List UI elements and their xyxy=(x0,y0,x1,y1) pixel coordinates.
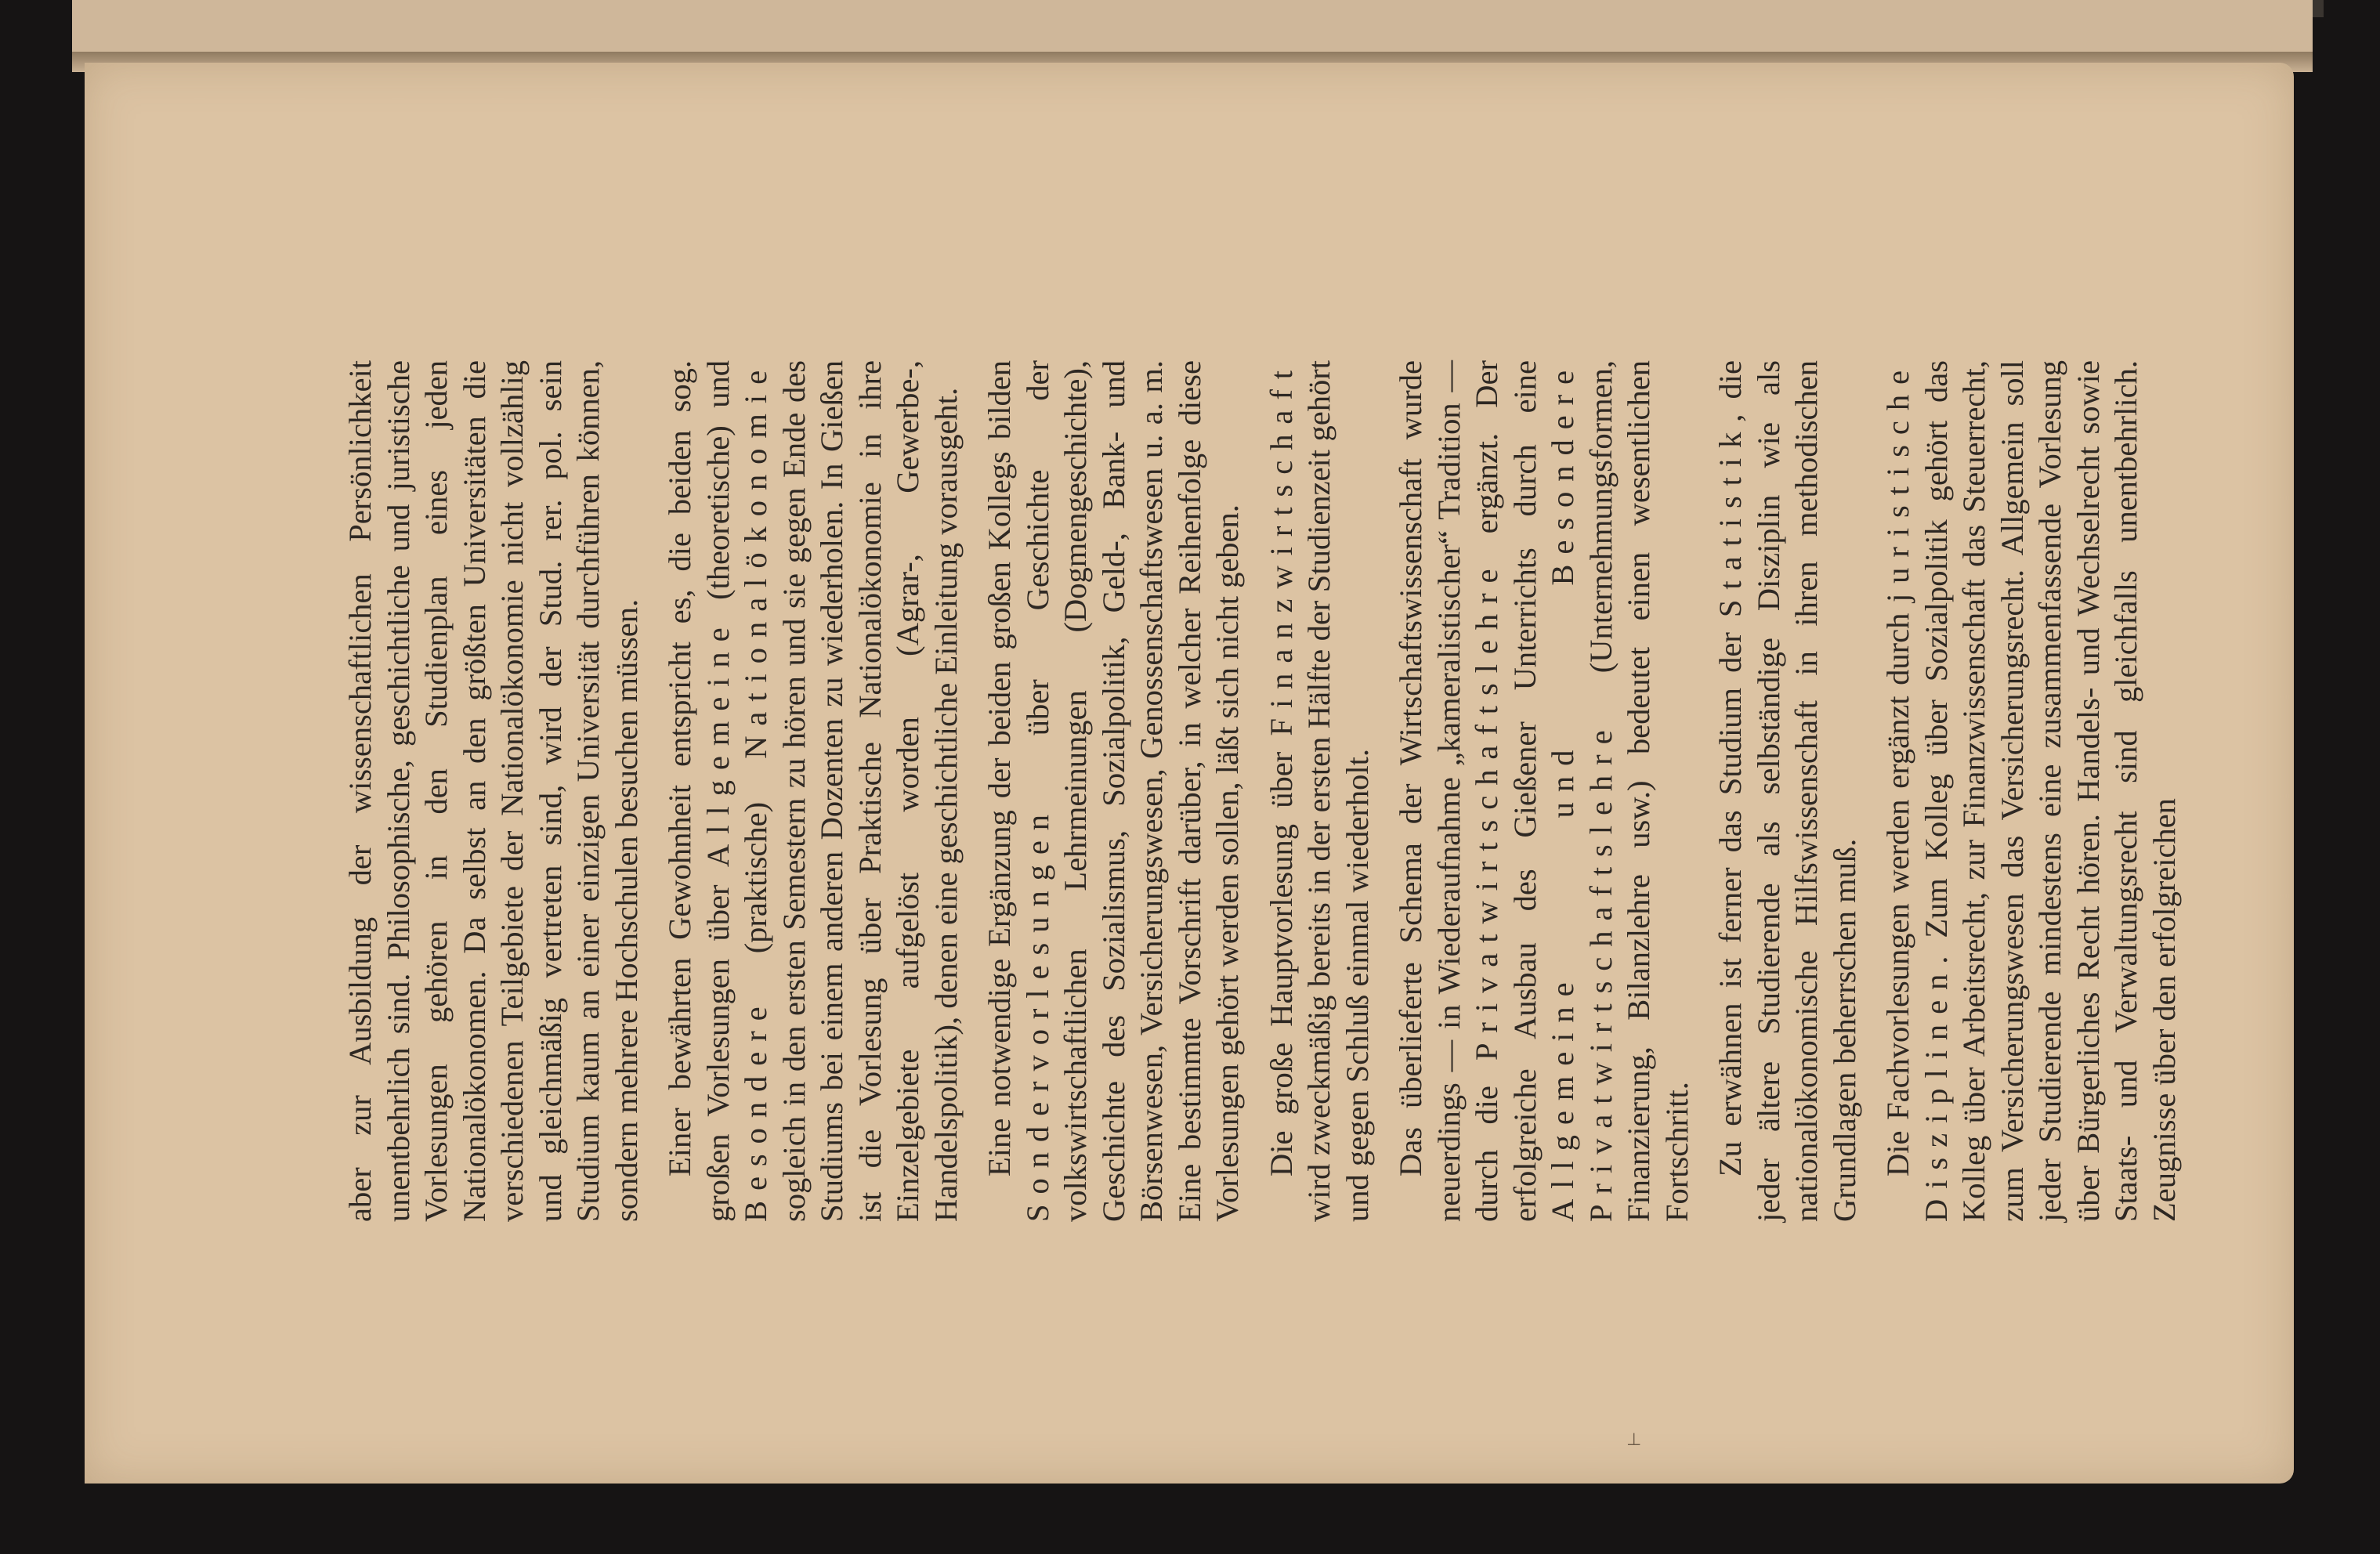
text-run: aber zur Ausbildung der wissenschaftlichen Persönlichkeit unentbehrlich sind. Philosophische, geschichtliche und juristische Vorlesungen gehören in den Studienplan eines jeden Nationalökonomen. Da selbst an den größten Universitäten die verschiedenen Teilgebiete der Nationalökonomie nicht vollzählig und gleichmäßig vertreten sind, wird der Stud. rer. pol. sein Studium kaum an einer einzigen Universität durchführen können, sondern mehrere Hochschulen besuchen müssen. xyxy=(342,360,644,1222)
book-page xyxy=(85,63,2294,1484)
text-run: (praktische) xyxy=(738,758,773,997)
spaced-emphasis: Privatwirtschaftslehre xyxy=(1469,558,1504,1061)
text-run: Die große Hauptvorlesung über xyxy=(1263,735,1299,1176)
paragraph-4 xyxy=(1263,360,1377,1222)
text-run: , die jeder ältere Studierende als selbständige Disziplin wie als nationalökonomische Hilfswissenschaft in ihren methodischen Grundlagen beherrschen muß. xyxy=(1713,360,1862,1222)
text-run: . Zum Kolleg über Sozialpolitik gehört das Kolleg über Arbeitsrecht, zur Finanzwissenschaft das Steuerrecht, zum Versicherungswesen das Versicherungsrecht. Allgemein soll jeder Studierende mindestens eine zusammenfassende Vorlesung über Bürgerliches Recht hören. Handels- und Wechselrecht sowie Staats- und Verwaltungsrecht sind gleichfalls unentbehrlich. Zeugnisse über den erfolgreichen xyxy=(1918,360,2182,1222)
rotated-text-block xyxy=(326,329,2182,1253)
paragraph-3 xyxy=(981,360,1247,1222)
spaced-emphasis: Allgemeine xyxy=(700,617,736,867)
crop-mark: ⊥ xyxy=(1626,1430,1642,1450)
paragraph-6 xyxy=(1712,360,1864,1222)
text-run: Zu erwähnen ist ferner das Studium der xyxy=(1713,617,1748,1176)
spaced-emphasis: Statistik xyxy=(1713,421,1748,618)
text-run: Das überlieferte Schema der Wirtschaftswissenschaft wurde neuerdings — in Wiederaufnahme „kameralistischer“ Tradition — durch die xyxy=(1393,360,1504,1222)
spaced-emphasis: Nationalökonomie xyxy=(738,360,773,759)
paragraph-1 xyxy=(342,360,646,1222)
text-run: Eine notwendige Ergänzung der beiden großen Kollegs bilden xyxy=(982,360,1017,1176)
spaced-emphasis: Sondervorlesungen xyxy=(1019,804,1055,1222)
text-run: wird zweckmäßig bereits in der ersten Hälfte der Studienzeit gehört und gegen Schluß einmal wiederholt. xyxy=(1301,360,1375,1222)
text-run: Die Fachvorlesungen werden ergänzt durch xyxy=(1880,602,1915,1176)
paragraph-5 xyxy=(1392,360,1696,1222)
corner-tab xyxy=(2313,0,2324,17)
text-run: (Unternehmungsformen, Finanzierung, Bilanzlehre usw.) bedeutet einen wesentlichen Fortschritt. xyxy=(1582,360,1695,1222)
spaced-emphasis: Besondere xyxy=(738,996,773,1222)
text-run: ergänzt. Der erfolgreiche Ausbau des Gießener Unterrichts durch eine xyxy=(1469,360,1543,1222)
text-run: Einer bewährten Gewohnheit entspricht es, die beiden sog. großen Vorlesungen über xyxy=(662,360,736,1222)
text-run: sogleich in den ersten Semestern zu hören und sie gegen Ende des Studiums bei einem anderen Dozenten zu wiederholen. In Gießen ist die Vorlesung über Praktische Nationalökonomie in ihre Einzelgebiete aufgelöst worden (Agrar-, Gewerbe-, Handelspolitik), denen eine geschichtliche Einleitung vorausgeht. xyxy=(776,360,964,1222)
spaced-emphasis: Finanzwirtschaft xyxy=(1263,360,1299,736)
paragraph-2 xyxy=(661,360,965,1222)
text-run: (theoretische) und xyxy=(700,360,736,618)
paragraph-7 xyxy=(1879,360,2183,1222)
spaced-emphasis: juristische Disziplinen xyxy=(1880,360,1954,1222)
spaced-emphasis: Allgemeine und Besondere Privatwirtschaftslehre xyxy=(1545,360,1619,1222)
text-run: über Geschichte der volkswirtschaftlichen Lehrmeinungen (Dogmengeschichte), Geschichte des Sozialismus, Sozialpolitik, Geld-, Bank- und Börsenwesen, Versicherungswesen, Genossenschaftswesen u. a. m. Eine bestimmte Vorschrift darüber, in welcher Reihenfolge diese Vorlesungen gehört werden sollen, läßt sich nicht geben. xyxy=(1019,360,1245,1222)
